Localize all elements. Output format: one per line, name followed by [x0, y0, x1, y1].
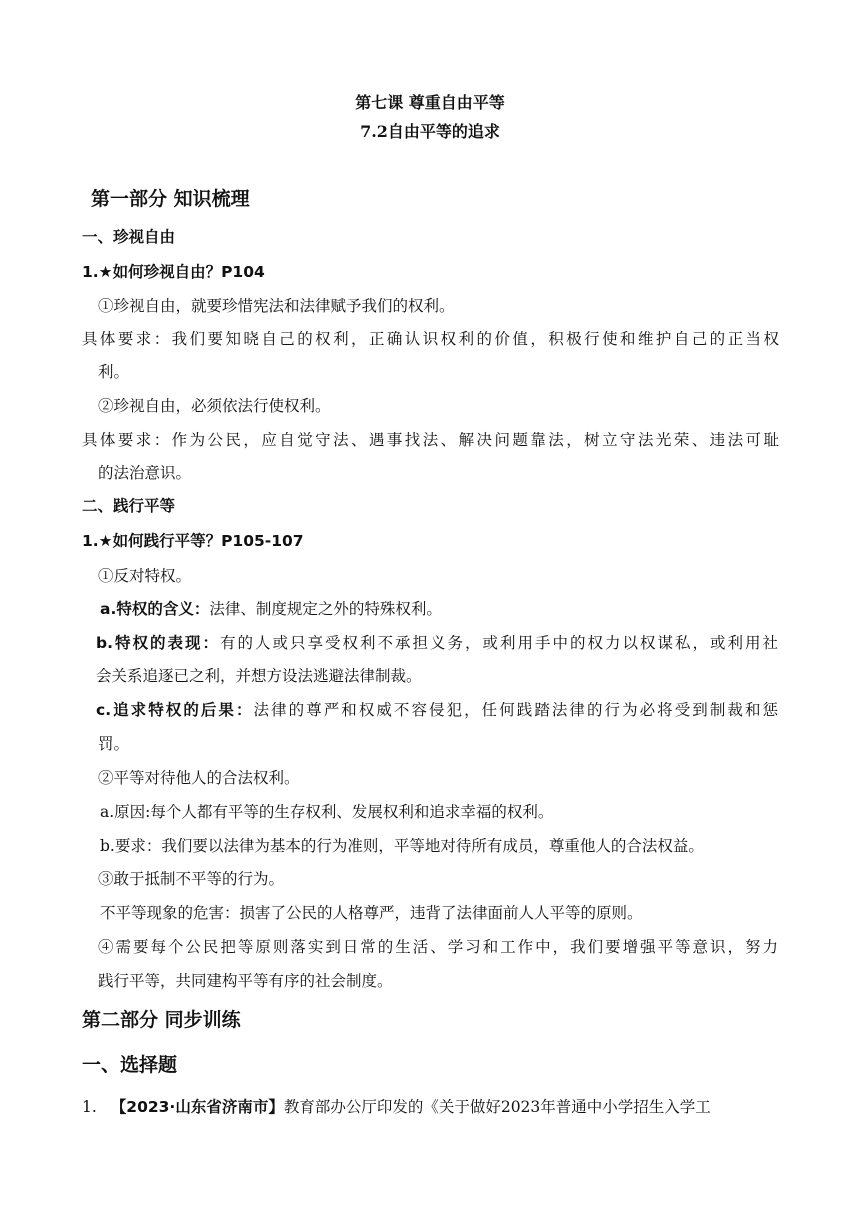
- sec2-point-2b: b.要求：我们要以法律为基本的行为准则，平等地对待所有成员，尊重他人的合法权益。: [100, 837, 704, 855]
- part2-heading: 第二部分 同步训练: [82, 1009, 241, 1031]
- sec2-question: 1.★如何践行平等？P105-107: [82, 532, 304, 550]
- lesson-title: 第七课 尊重自由平等: [355, 93, 505, 112]
- sec2-point-4b: 践行平等，共同建构平等有序的社会制度。: [98, 972, 393, 990]
- question-1-text: 教育部办公厅印发的《关于做好2023年普通中小学招生入学工: [283, 1098, 711, 1116]
- sec1-requirement-2b: 的法治意识。: [98, 464, 192, 482]
- sec2-point-4a: ④需要每个公民把等原则落实到日常的生活、学习和工作中，我们要增强平等意识，努力: [98, 938, 778, 956]
- sec2-item-a-label: a.特权的含义：: [100, 600, 210, 618]
- sec2-point-2: ②平等对待他人的合法权利。: [98, 769, 300, 787]
- sec1-point-2: ②珍视自由，必须依法行使权利。: [98, 397, 331, 415]
- sec2-point-1: ①反对特权。: [98, 567, 192, 585]
- sec2-item-a: [100, 597, 442, 619]
- sec2-item-b-text-a: 有的人或只享受权利不承担义务，或利用手中的权力以权谋私，或利用社: [219, 634, 778, 652]
- question-1-source: 【2023·山东省济南市】: [110, 1098, 284, 1116]
- sec2-item-c-line2: 罚。: [98, 735, 130, 753]
- sec2-item-c-text-a: 法律的尊严和权威不容侵犯，任何践踏法律的行为必将受到制裁和惩: [253, 701, 778, 719]
- question-1-line1: [82, 1095, 779, 1117]
- sec2-item-b-line2: 会关系追逐已之利，并想方设法逃避法律制裁。: [96, 667, 422, 685]
- sec2-point-3: ③敢于抵制不平等的行为。: [98, 870, 285, 888]
- sec2-point-2a: a.原因:每个人都有平等的生存权利、发展权利和追求幸福的权利。: [100, 803, 554, 821]
- sec2-item-a-text: 法律、制度规定之外的特殊权利。: [209, 600, 442, 618]
- sec2-item-b-label: b.特权的表现：: [96, 634, 220, 652]
- sec1-requirement-2a: 具体要求：作为公民，应自觉守法、遇事找法、解决问题靠法，树立守法光荣、违法可耻: [82, 431, 779, 449]
- sec1-requirement-1a: 具体要求：我们要知晓自己的权利，正确认识权利的价值，积极行使和维护自己的正当权: [82, 330, 779, 348]
- sec1-point-1: ①珍视自由，就要珍惜宪法和法律赋予我们的权利。: [98, 297, 455, 315]
- section-title: 7.2自由平等的追求: [360, 122, 500, 141]
- sec1-requirement-1b: 利。: [98, 363, 130, 381]
- sec2-item-c-label: c.追求特权的后果：: [96, 701, 254, 719]
- part2-sec1-heading: 一、选择题: [82, 1054, 178, 1076]
- part1-heading: 第一部分 知识梳理: [91, 188, 250, 210]
- sec1-heading: 一、珍视自由: [82, 228, 176, 246]
- question-1-number: 1.: [82, 1098, 97, 1116]
- sec2-item-b-line1: [96, 631, 778, 653]
- sec1-question: 1.★如何珍视自由？P104: [82, 263, 265, 281]
- sec2-item-c-line1: [96, 698, 778, 720]
- sec2-heading: 二、践行平等: [82, 497, 176, 515]
- sec2-point-3a: 不平等现象的危害：损害了公民的人格尊严，违背了法律面前人人平等的原则。: [100, 904, 643, 922]
